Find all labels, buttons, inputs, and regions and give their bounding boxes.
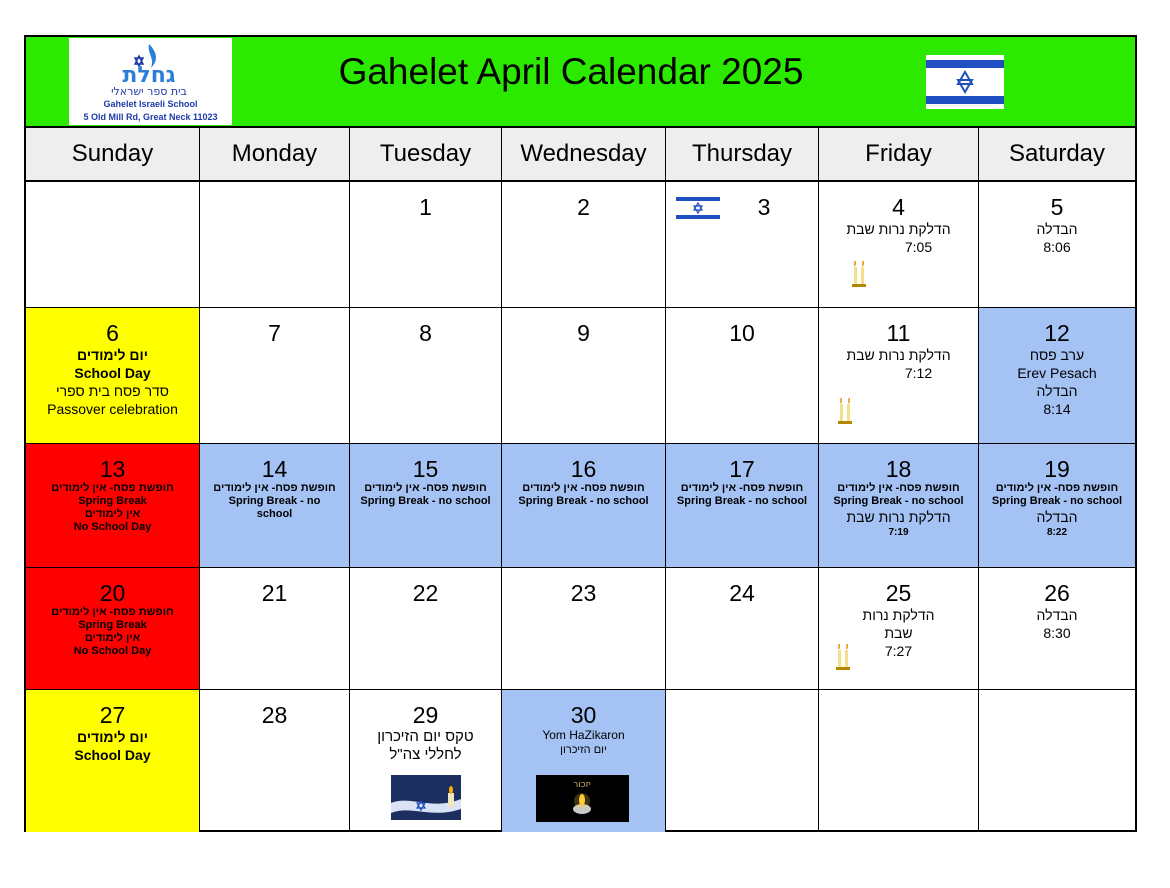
- event-text: חופשת פסח- אין לימודים: [51, 482, 174, 494]
- event-time: 7:12: [904, 365, 933, 381]
- event-text: חופשת פסח- אין לימודים: [213, 482, 336, 494]
- day-number: 21: [261, 580, 288, 606]
- israel-flag-icon: [676, 194, 720, 222]
- day-cell-18: [819, 444, 979, 568]
- day-cell-5: [979, 182, 1135, 308]
- day-cell-2: [502, 182, 666, 308]
- day-cell-27: [26, 690, 200, 832]
- event-text: לחללי צה"ל: [389, 746, 462, 763]
- event-text: Spring Break - no: [228, 495, 321, 507]
- day-cell-29: [350, 690, 502, 832]
- event-text: חופשת פסח- אין לימודים: [51, 606, 174, 618]
- day-cell-25: [819, 568, 979, 690]
- day-cell-14: [200, 444, 350, 568]
- israel-flag-icon: [926, 55, 1004, 109]
- event-text: יום לימודים: [77, 347, 148, 363]
- event-text: Spring Break - no school: [518, 495, 649, 507]
- event-text: No School Day: [73, 521, 152, 533]
- event-text: Yom HaZikaron: [542, 728, 625, 742]
- event-text: הבדלה: [1036, 383, 1078, 399]
- day-number: 28: [261, 702, 288, 728]
- memorial-candle-image: [536, 775, 629, 822]
- day-number: 23: [570, 580, 597, 606]
- day-number: 18: [885, 456, 912, 482]
- candles-icon: [837, 396, 853, 426]
- day-cell-empty: [819, 690, 979, 832]
- day-cell-7: [200, 308, 350, 444]
- day-header-wednesday: Wednesday: [502, 128, 666, 182]
- event-text: יום הזיכרון: [560, 744, 607, 756]
- day-number: 29: [412, 702, 439, 728]
- day-number: 2: [577, 194, 590, 220]
- event-text: Erev Pesach: [1017, 365, 1097, 381]
- logo-hebrew-subtitle: בית ספר ישראלי: [111, 85, 187, 98]
- day-cell-21: [200, 568, 350, 690]
- event-time: 8:14: [1043, 401, 1071, 417]
- day-number: 13: [99, 456, 126, 482]
- day-cell-19: [979, 444, 1135, 568]
- day-cell-3: [666, 182, 819, 308]
- day-number: 20: [99, 580, 126, 606]
- day-number: 17: [729, 456, 755, 482]
- event-time: 8:06: [1043, 239, 1071, 255]
- day-cell-13: [26, 444, 200, 568]
- event-text: Spring Break - no school: [360, 495, 491, 507]
- day-cell-20: [26, 568, 200, 690]
- event-time: 8:30: [1043, 625, 1071, 641]
- school-name: Gahelet Israeli School: [103, 99, 198, 109]
- day-number: 3: [757, 194, 771, 220]
- day-number: 12: [1044, 320, 1070, 346]
- event-text: הבדלה: [1036, 509, 1078, 525]
- event-text: חופשת פסח- אין לימודים: [995, 482, 1119, 494]
- event-time: 8:22: [1046, 527, 1067, 538]
- day-cell-28: [200, 690, 350, 832]
- day-number: 22: [412, 580, 439, 606]
- day-header-saturday: Saturday: [979, 128, 1135, 182]
- day-number: 19: [1044, 456, 1070, 482]
- event-text: school: [256, 508, 293, 520]
- calendar-header: [26, 37, 1135, 128]
- event-text: Passover celebration: [47, 401, 178, 417]
- day-cell-empty: [979, 690, 1135, 832]
- day-cell-4: [819, 182, 979, 308]
- day-number: 4: [892, 194, 905, 220]
- day-cell-empty: [666, 690, 819, 832]
- event-text: סדר פסח בית ספרי: [56, 383, 169, 399]
- day-number: 16: [570, 456, 597, 482]
- event-text: יום לימודים: [77, 729, 148, 745]
- school-address: 5 Old Mill Rd, Great Neck 11023: [83, 112, 218, 122]
- event-text: אין לימודים: [84, 508, 141, 520]
- day-cell-12: [979, 308, 1135, 444]
- event-text: חופשת פסח- אין לימודים: [837, 482, 960, 494]
- day-cell-8: [350, 308, 502, 444]
- day-cell-empty: [26, 182, 200, 308]
- school-logo: [69, 38, 232, 125]
- day-header-monday: Monday: [200, 128, 350, 182]
- event-text: אין לימודים: [84, 632, 141, 644]
- event-time: 7:05: [904, 239, 933, 255]
- day-number: 7: [268, 320, 281, 346]
- day-cell-empty: [200, 182, 350, 308]
- event-text: חופשת פסח- אין לימודים: [680, 482, 804, 494]
- logo-flame-icon: [99, 42, 199, 98]
- day-header-thursday: Thursday: [666, 128, 819, 182]
- day-number: 26: [1044, 580, 1070, 606]
- event-text: הדלקת נרות שבת: [846, 221, 951, 237]
- event-time: 7:19: [888, 527, 909, 538]
- event-text: Spring Break - no school: [833, 495, 964, 507]
- event-text: School Day: [74, 747, 151, 763]
- day-cell-10: [666, 308, 819, 444]
- day-number: 27: [99, 702, 126, 728]
- day-cell-16: [502, 444, 666, 568]
- day-number: 10: [729, 320, 755, 346]
- event-text: הדלקת נרות: [862, 607, 935, 623]
- event-text: Spring Break: [78, 619, 147, 631]
- day-number: 14: [261, 456, 288, 482]
- day-number: 6: [106, 320, 119, 346]
- day-header-friday: Friday: [819, 128, 979, 182]
- event-text: חופשת פסח- אין לימודים: [522, 482, 645, 494]
- day-number: 15: [412, 456, 439, 482]
- event-text: School Day: [74, 365, 151, 381]
- day-number: 11: [886, 320, 911, 346]
- event-text: Spring Break: [78, 495, 147, 507]
- candles-icon: [851, 259, 867, 289]
- event-text: No School Day: [73, 645, 152, 657]
- event-text: הבדלה: [1036, 221, 1078, 237]
- event-text: הדלקת נרות שבת: [846, 509, 951, 525]
- event-text: הדלקת נרות שבת: [846, 347, 951, 363]
- day-number: 9: [577, 320, 590, 346]
- event-text: Spring Break - no school: [991, 495, 1123, 507]
- day-cell-26: [979, 568, 1135, 690]
- day-cell-15: [350, 444, 502, 568]
- day-cell-22: [350, 568, 502, 690]
- event-text: Spring Break - no school: [676, 495, 808, 507]
- memorial-day-image: [391, 775, 461, 820]
- day-cell-6: [26, 308, 200, 444]
- day-cell-9: [502, 308, 666, 444]
- logo-wordmark: גחלת: [122, 63, 176, 88]
- day-number: 30: [570, 702, 597, 728]
- calendar: [24, 35, 1137, 832]
- day-number: 8: [419, 320, 432, 346]
- day-cell-24: [666, 568, 819, 690]
- day-cell-23: [502, 568, 666, 690]
- day-cell-1: [350, 182, 502, 308]
- event-time: 7:27: [884, 643, 913, 659]
- event-text: הבדלה: [1036, 607, 1078, 623]
- event-text: חופשת פסח- אין לימודים: [364, 482, 487, 494]
- event-text: טקס יום הזיכרון: [377, 728, 474, 745]
- day-number: 5: [1050, 194, 1064, 220]
- calendar-title: Gahelet April Calendar 2025: [338, 51, 804, 92]
- day-header-tuesday: Tuesday: [350, 128, 502, 182]
- candles-icon: [835, 642, 851, 672]
- event-text: ערב פסח: [1029, 347, 1085, 363]
- event-text: שבת: [884, 625, 913, 641]
- day-cell-11: [819, 308, 979, 444]
- day-number: 1: [419, 194, 432, 220]
- day-cell-30: [502, 690, 666, 832]
- day-number: 24: [729, 580, 755, 606]
- day-header-sunday: Sunday: [26, 128, 200, 182]
- svg-text:יזכור: יזכור: [573, 780, 591, 790]
- day-cell-17: [666, 444, 819, 568]
- day-number: 25: [885, 580, 912, 606]
